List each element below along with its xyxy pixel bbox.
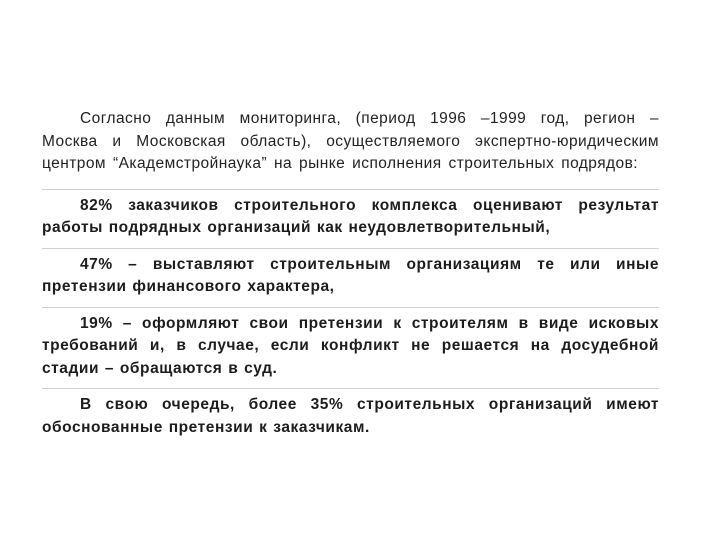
conclusion-paragraph: В свою очередь, более 35% строительных организаций имеют обоснованные претензии к заказчикам.: [42, 388, 659, 441]
statistic-paragraph-47: 47% – выставляют строительным организациям те или иные претензии финансового характера,: [42, 248, 659, 301]
document-body: [42, 108, 659, 441]
statistic-paragraph-82: 82% заказчиков строительного комплекса оценивают результат работы подрядных организаций как неудовлетворительный,: [42, 189, 659, 242]
intro-paragraph: Согласно данным мониторинга, (период 1996 –1999 год, регион – Москва и Московская область), осуществляемого экспертно-юридическим центром “Академстройнаука” на рынке исполнения строительных подрядов:: [42, 110, 659, 172]
statistic-paragraph-19: 19% – оформляют свои претензии к строителям в виде исковых требований и, в случае, если конфликт не решается на досудебной стадии – обращаются в суд.: [42, 307, 659, 383]
